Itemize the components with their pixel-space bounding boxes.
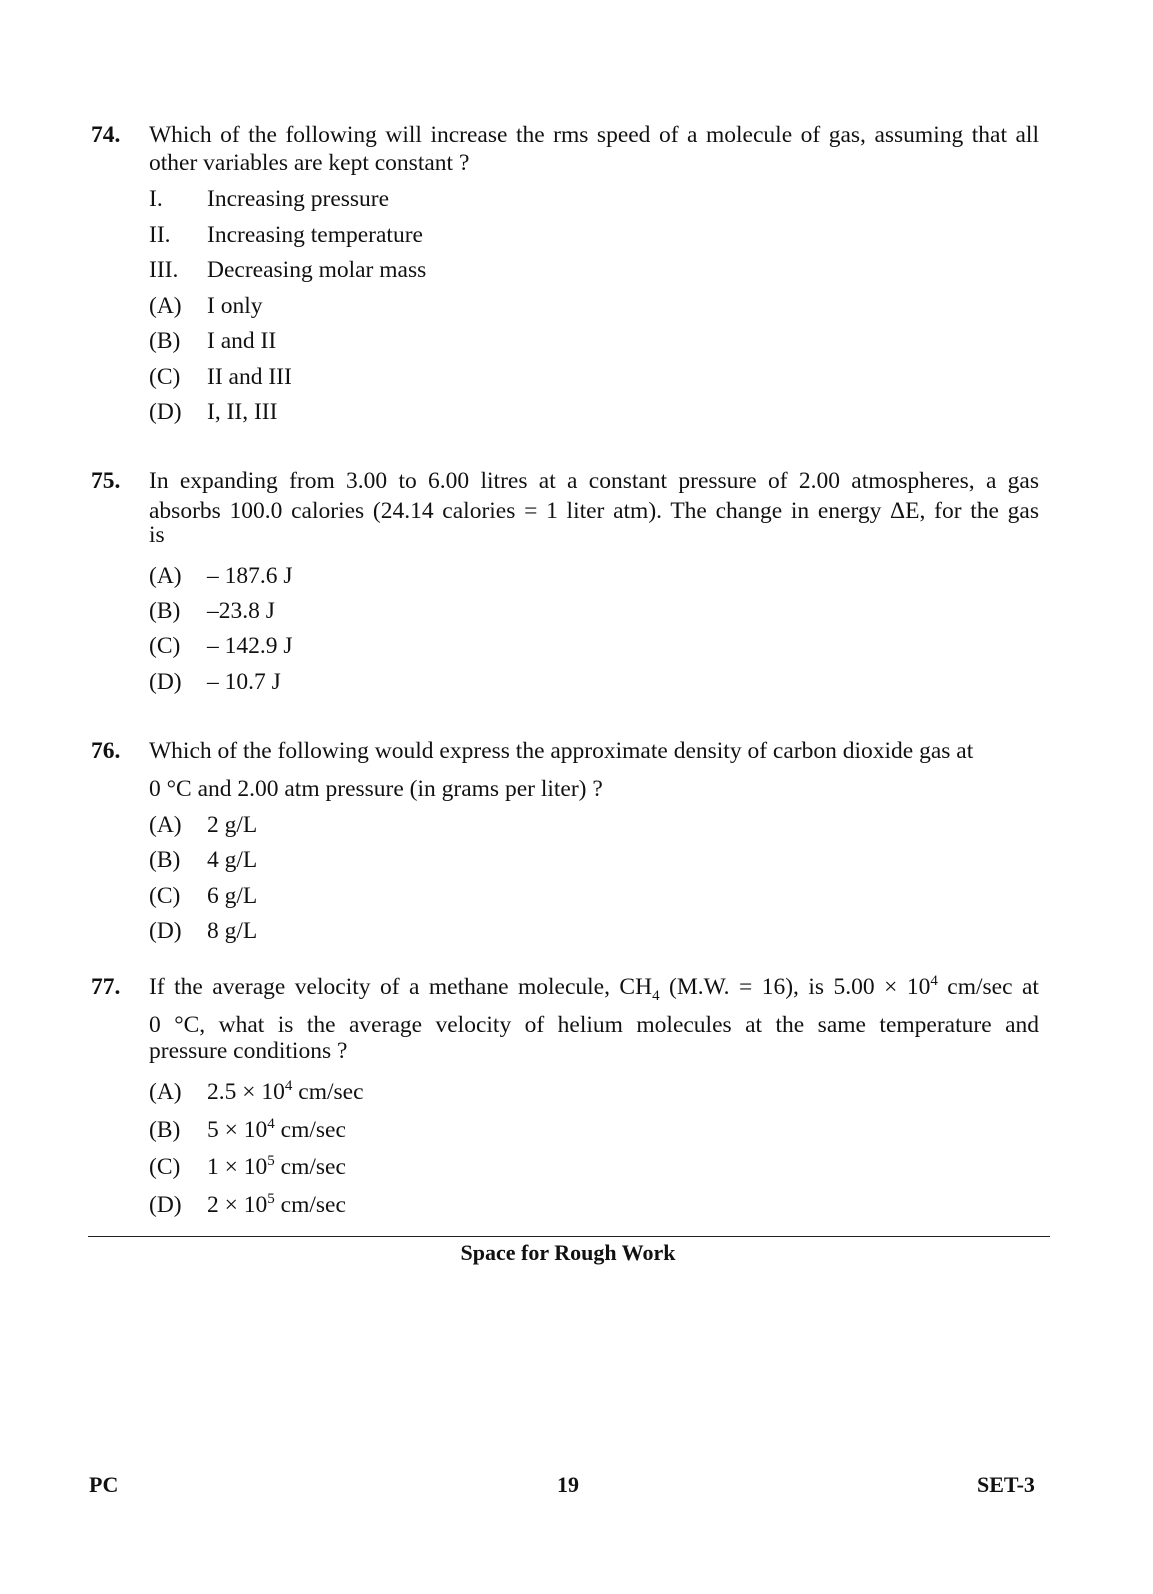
option-text: I, II, III	[207, 399, 278, 425]
option-a	[149, 562, 293, 590]
question-stem	[149, 737, 1039, 803]
option-label: (B)	[149, 1117, 181, 1143]
footer-set-code: SET-3	[977, 1472, 1035, 1497]
option-label: (B)	[149, 328, 181, 354]
option-text: –23.8 J	[207, 598, 275, 624]
option-text: 2 g/L	[207, 812, 258, 838]
option-text: II and III	[207, 364, 292, 390]
option-text: $2.5 \times 10^4$ cm/sec	[207, 1078, 364, 1105]
option-text: $1 \times 10^5$ cm/sec	[207, 1153, 346, 1180]
option-a	[149, 811, 257, 839]
option-label: (B)	[149, 598, 181, 624]
divider-rule	[88, 1236, 1050, 1237]
question-stem	[149, 121, 1039, 177]
option-d	[149, 1191, 346, 1219]
stem-line: If the average velocity of a methane molecule, $CH_4$ (M.W. = 16), is $5.00 \times 10^4$ cm/sec at	[149, 973, 1039, 1004]
option-text: – 187.6 J	[207, 563, 293, 589]
option-label: (D)	[149, 399, 182, 425]
option-d	[149, 917, 257, 945]
footer-left-code: PC	[89, 1472, 119, 1497]
option-b	[149, 327, 276, 355]
option-text: I and II	[207, 328, 277, 354]
option-d	[149, 398, 277, 426]
statement-label: I.	[149, 186, 163, 212]
option-label: (C)	[149, 633, 181, 659]
option-c	[149, 1153, 346, 1181]
stem-line: other variables are kept constant ?	[149, 150, 470, 177]
stem-line: is	[149, 522, 165, 549]
rough-work-label: Space for Rough Work	[460, 1240, 676, 1265]
option-text: – 10.7 J	[207, 669, 281, 695]
statement-item	[149, 256, 426, 284]
option-text: $2 \times 10^5$ cm/sec	[207, 1191, 346, 1218]
option-a	[149, 1078, 364, 1106]
option-text: $5 \times 10^4$ cm/sec	[207, 1116, 346, 1143]
statement-label: III.	[149, 257, 179, 283]
statement-item	[149, 185, 389, 213]
statement-text: Increasing temperature	[207, 222, 423, 248]
option-label: (C)	[149, 364, 181, 390]
statement-text: Increasing pressure	[207, 186, 390, 212]
statement-text: Decreasing molar mass	[207, 257, 427, 283]
question-stem	[149, 467, 1039, 550]
option-a	[149, 292, 262, 320]
stem-line: Which of the following would express the approximate density of carbon dioxide gas at	[149, 738, 974, 764]
stem-line: absorbs 100.0 calories (24.14 calories = 1 liter atm). The change in energy ΔE, for the gas	[149, 498, 1039, 525]
option-c	[149, 632, 293, 660]
option-label: (C)	[149, 1154, 181, 1180]
option-label: (A)	[149, 812, 182, 838]
question-number: 77.	[91, 974, 121, 1000]
option-label: (B)	[149, 847, 181, 873]
option-label: (A)	[149, 1079, 182, 1105]
option-text: 4 g/L	[207, 847, 258, 873]
option-c	[149, 882, 257, 910]
option-text: I only	[207, 293, 263, 319]
stem-line: Which of the following will increase the rms speed of a molecule of gas, assuming that all	[149, 122, 1039, 148]
option-label: (D)	[149, 669, 182, 695]
statement-item	[149, 221, 423, 249]
question-stem	[149, 973, 1039, 1066]
option-b	[149, 597, 275, 625]
option-c	[149, 363, 292, 391]
question-number: 75.	[91, 468, 121, 494]
stem-line: 0 °C and 2.00 atm pressure (in grams per liter) ?	[149, 776, 603, 803]
option-b	[149, 846, 257, 874]
option-label: (D)	[149, 1192, 182, 1218]
option-label: (D)	[149, 918, 182, 944]
option-label: (C)	[149, 883, 181, 909]
option-label: (A)	[149, 563, 182, 589]
stem-line: pressure conditions ?	[149, 1038, 348, 1065]
page-number: 19	[557, 1472, 579, 1497]
option-d	[149, 668, 281, 696]
question-number: 74.	[91, 122, 121, 148]
option-text: – 142.9 J	[207, 633, 293, 659]
question-number: 76.	[91, 738, 121, 764]
stem-line: In expanding from 3.00 to 6.00 litres at a constant pressure of 2.00 atmospheres, a gas	[149, 468, 1039, 494]
option-label: (A)	[149, 293, 182, 319]
option-text: 6 g/L	[207, 883, 258, 909]
option-text: 8 g/L	[207, 918, 258, 944]
statement-label: II.	[149, 222, 171, 248]
option-b	[149, 1116, 346, 1144]
stem-line: 0 °C, what is the average velocity of helium molecules at the same temperature and	[149, 1012, 1039, 1039]
